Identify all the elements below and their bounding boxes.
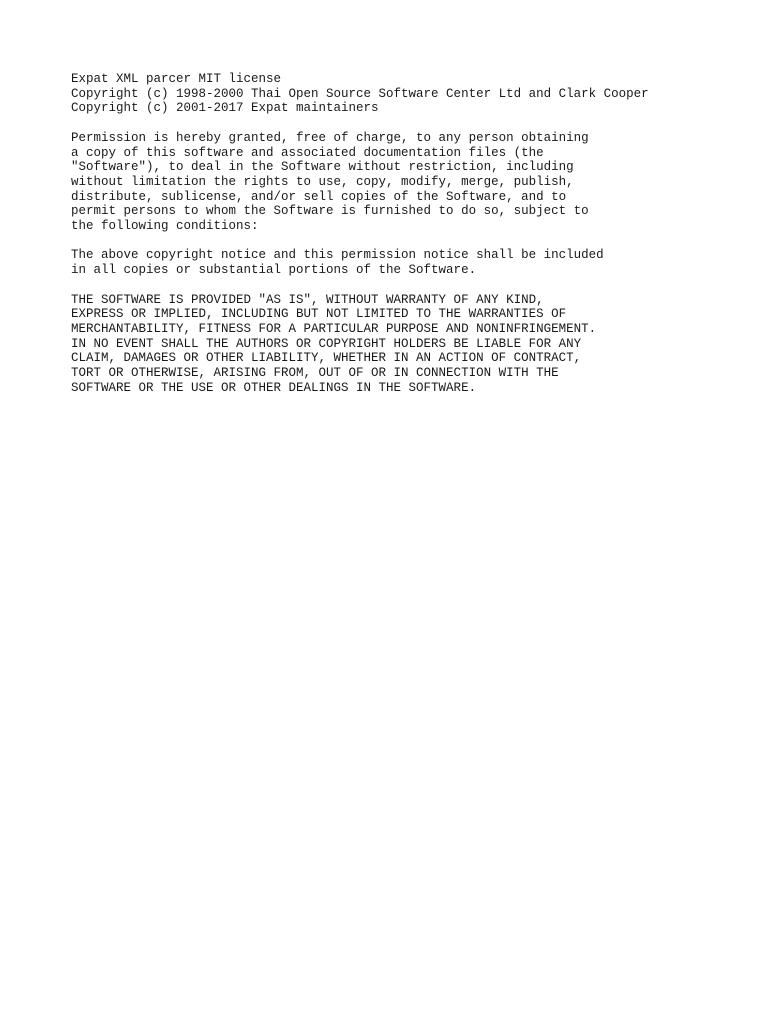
copyright-line: Copyright (c) 1998-2000 Thai Open Source Software Center Ltd and Clark Cooper [71, 86, 649, 101]
license-header [71, 72, 649, 116]
text-line: permit persons to whom the Software is furnished to do so, subject to [71, 204, 589, 219]
text-line: TORT OR OTHERWISE, ARISING FROM, OUT OF OR IN CONNECTION WITH THE [71, 366, 559, 381]
license-text [71, 72, 649, 410]
text-line: Permission is hereby granted, free of charge, to any person obtaining [71, 130, 589, 145]
text-line: IN NO EVENT SHALL THE AUTHORS OR COPYRIGHT HOLDERS BE LIABLE FOR ANY [71, 336, 582, 351]
text-line: CLAIM, DAMAGES OR OTHER LIABILITY, WHETHER IN AN ACTION OF CONTRACT, [71, 351, 582, 366]
text-line: the following conditions: [71, 219, 259, 234]
text-line: in all copies or substantial portions of the Software. [71, 263, 477, 278]
text-line: THE SOFTWARE IS PROVIDED "AS IS", WITHOUT WARRANTY OF ANY KIND, [71, 292, 544, 307]
disclaimer-paragraph [71, 293, 649, 396]
text-line: a copy of this software and associated documentation files (the [71, 145, 544, 160]
notice-paragraph [71, 248, 649, 277]
license-title: Expat XML parcer MIT license [71, 72, 282, 86]
text-line: without limitation the rights to use, copy, modify, merge, publish, [71, 174, 574, 189]
text-line: EXPRESS OR IMPLIED, INCLUDING BUT NOT LIMITED TO THE WARRANTIES OF [71, 307, 567, 322]
text-line: distribute, sublicense, and/or sell copies of the Software, and to [71, 189, 567, 204]
text-line: "Software"), to deal in the Software without restriction, including [71, 160, 574, 175]
text-line: SOFTWARE OR THE USE OR OTHER DEALINGS IN THE SOFTWARE. [71, 380, 477, 395]
text-line: The above copyright notice and this permission notice shall be included [71, 248, 604, 263]
text-line: MERCHANTABILITY, FITNESS FOR A PARTICULAR PURPOSE AND NONINFRINGEMENT. [71, 321, 597, 336]
permission-paragraph [71, 131, 649, 234]
copyright-line: Copyright (c) 2001-2017 Expat maintainers [71, 101, 379, 116]
